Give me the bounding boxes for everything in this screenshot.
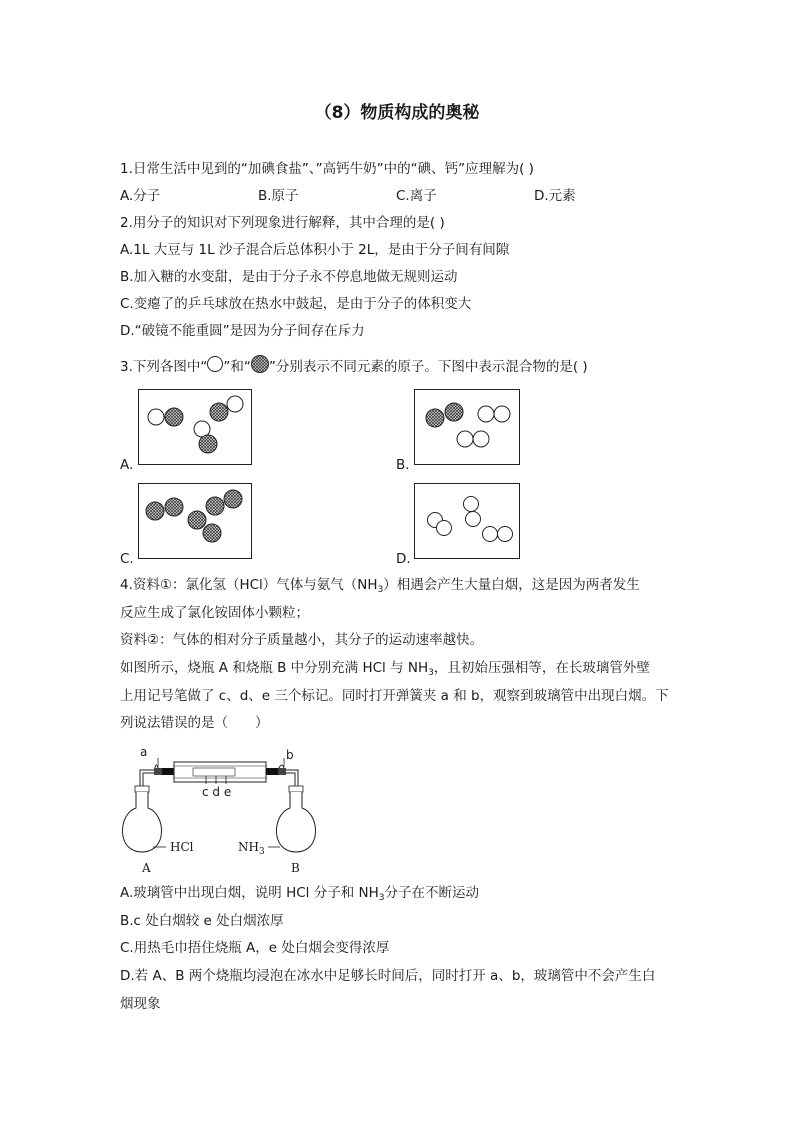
- flask-b-label: B: [291, 861, 300, 875]
- q1-option-a: A.分子: [120, 188, 161, 204]
- q3-stem-part3: ”分别表示不同元素的原子。下图中表示混合物的是( ): [268, 359, 588, 375]
- q3-label-a: A.: [120, 457, 134, 473]
- q1-stem: 1.日常生活中见到的“加碘食盐”、”高钙牛奶”中的“碘、钙”应理解为( ): [120, 161, 534, 177]
- flask-b: [276, 792, 315, 852]
- q4-option-d-line1: D.若 A、B 两个烧瓶均浸泡在冰水中足够长时间后，同时打开 a、b，玻璃管中不会产生白: [120, 968, 656, 984]
- q4-option-a: [120, 884, 479, 907]
- q4-option-c: C.用热毛巾捂住烧瓶 A，e 处白烟会变得浓厚: [120, 940, 390, 956]
- q4-option-d-line2: 烟现象: [120, 996, 161, 1012]
- q3-box-a: [138, 389, 252, 465]
- q4-line4-b: ，且初始压强相等，在长玻璃管外壁: [433, 660, 650, 676]
- q2-stem: 2.用分子的知识对下列现象进行解释，其中合理的是( ): [120, 215, 445, 231]
- q4-line4: [120, 659, 650, 682]
- q2-option-c: C.变瘪了的乒乓球放在热水中鼓起，是由于分子的体积变大: [120, 296, 472, 312]
- q3-stem-part1: 3.下列各图中“: [120, 359, 208, 375]
- q3-box-b: [414, 389, 520, 465]
- subscript-3: 3: [258, 847, 265, 857]
- flask-a: [122, 792, 161, 852]
- flask-a-label: A: [142, 861, 151, 875]
- long-glass-tube: [174, 762, 266, 782]
- clamp-b-label: b: [286, 748, 294, 762]
- q4-line5: 上用记号笔做了 c、d、e 三个标记。同时打开弹簧夹 a 和 b，观察到玻璃管中出现白烟。下: [120, 688, 669, 704]
- marks-cde-label: c d e: [202, 785, 232, 799]
- apparatus-diagram: [118, 738, 338, 878]
- nh3-label: [238, 838, 265, 861]
- q1-option-d: D.元素: [534, 188, 576, 204]
- q3-stem-part2: ”和“: [223, 359, 251, 375]
- q2-option-d: D.“破镜不能重圆”是因为分子间存在斥力: [120, 323, 365, 339]
- nh3-label-text: NH: [238, 840, 259, 854]
- q4-line1: [120, 576, 640, 599]
- hatched-atom-icon: [251, 355, 269, 373]
- q4-line3: 资料②：气体的相对分子质量越小，其分子的运动速率越快。: [120, 632, 484, 648]
- q3-label-d: D.: [396, 551, 411, 567]
- q3-label-b: B.: [396, 457, 410, 473]
- q4-line4-a: 如图所示，烧瓶 A 和烧瓶 B 中分别充满 HCl 与 NH: [120, 660, 429, 676]
- q4-line1-a: 4.资料①：氯化氢（HCl）气体与氨气（NH: [120, 577, 378, 593]
- subscript-3: 3: [428, 668, 434, 678]
- q4-option-a-1: A.玻璃管中出现白烟，说明 HCl 分子和 NH: [120, 885, 379, 901]
- clamp-a-label: a: [140, 745, 148, 759]
- q4-line2: 反应生成了氯化铵固体小颗粒；: [120, 605, 309, 621]
- q4-option-b: B.c 处白烟较 e 处白烟浓厚: [120, 913, 284, 929]
- q1-option-b: B.原子: [258, 188, 299, 204]
- q1-option-c: C.离子: [396, 188, 437, 204]
- white-atom-icon: [207, 356, 223, 372]
- q2-option-b: B.加入糖的水变甜，是由于分子永不停息地做无规则运动: [120, 269, 458, 285]
- q4-option-a-2: 分子在不断运动: [384, 885, 479, 901]
- q4-line1-b: ）相遇会产生大量白烟，这是因为两者发生: [383, 577, 640, 593]
- q3-label-c: C.: [120, 551, 134, 567]
- q2-option-a: A.1L 大豆与 1L 沙子混合后总体积小于 2L，是由于分子间有间隙: [120, 242, 510, 258]
- subscript-3: 3: [378, 893, 385, 903]
- q4-line6: 列说法错误的是（ ）: [120, 715, 269, 731]
- q3-box-c: [138, 483, 252, 559]
- hcl-label: HCl: [170, 840, 194, 854]
- page-title: （8）物质构成的奥秘: [314, 103, 480, 123]
- q3-box-d: [414, 483, 520, 559]
- clamp-b-icon: [278, 768, 286, 775]
- subscript-3: 3: [377, 585, 384, 595]
- q3-stem: [120, 358, 588, 376]
- clamp-a-icon: [154, 768, 162, 775]
